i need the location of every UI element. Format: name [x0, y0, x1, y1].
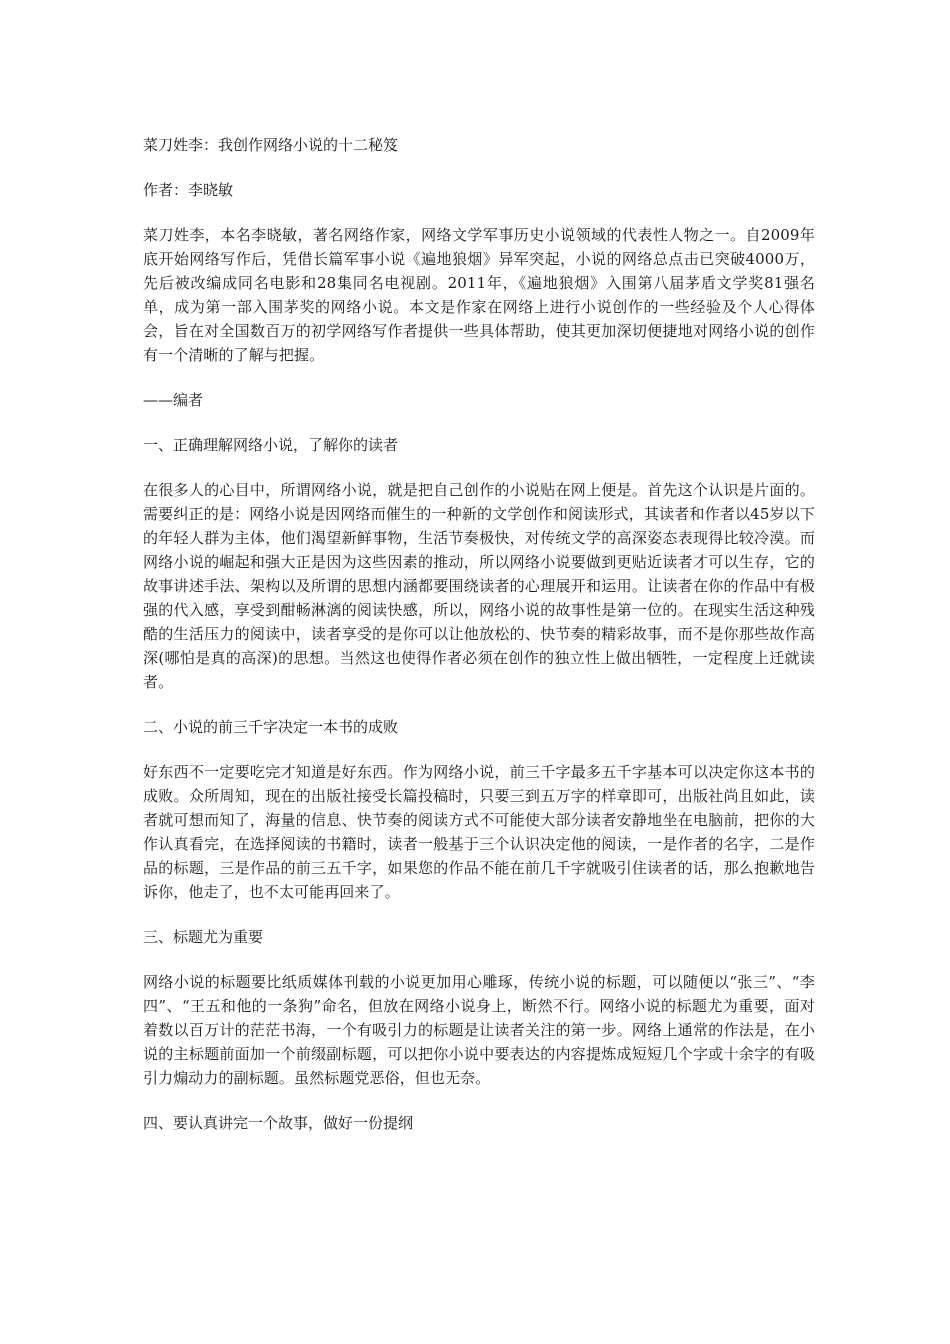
editor-note: ——编者 [143, 391, 204, 409]
section-heading-3: 三、标题尤为重要 [143, 928, 264, 946]
intro-paragraph: 菜刀姓李，本名李晓敏，著名网络作家，网络文学军事历史小说领域的代表性人物之一。自2009年底开始网络写作后，凭借长篇军事小说《遍地狼烟》异军突起，小说的网络总点击已突破4000万，先后被改编成同名电影和28集同名电视剧。2011年，《遍地狼烟》入围第八届茅盾文学奖81强名单，成为第一部入围茅奖的网络小说。本文是作家在网络上进行小说创作的一些经验及个人心得体会，旨在对全国数百万的初学网络写作者提供一些具体帮助，使其更加深切便捷地对网络小说的创作有一个清晰的了解与把握。 [143, 226, 815, 364]
section-heading-1: 一、正确理解网络小说，了解你的读者 [143, 436, 399, 454]
section-heading-4: 四、要认真讲完一个故事，做好一份提纲 [143, 1114, 414, 1132]
document-page [143, 133, 815, 1156]
author-line: 作者：李晓敏 [143, 181, 234, 199]
section-body-1: 在很多人的心目中，所谓网络小说，就是把自己创作的小说贴在网上便是。首先这个认识是片面的。需要纠正的是：网络小说是因网络而催生的一种新的文学创作和阅读形式，其读者和作者以45岁以下的年轻人群为主体，他们渴望新鲜事物，生活节奏极快，对传统文学的高深姿态表现得比较冷漠。而网络小说的崛起和强大正是因为这些因素的推动，所以网络小说要做到更贴近读者才可以生存，它的故事讲述手法、架构以及所谓的思想内涵都要围绕读者的心理展开和运用。让读者在你的作品中有极强的代入感，享受到酣畅淋漓的阅读快感，所以，网络小说的故事性是第一位的。在现实生活这种残酷的生活压力的阅读中，读者享受的是你可以让他放松的、快节奏的精彩故事，而不是你那些故作高深(哪怕是真的高深)的思想。当然这也使得作者必须在创作的独立性上做出牺牲，一定程度上迁就读者。 [143, 481, 815, 691]
section-body-3: 网络小说的标题要比纸质媒体刊载的小说更加用心雕琢，传统小说的标题，可以随便以“张三”、“李四”、“王五和他的一条狗”命名，但放在网络小说身上，断然不行。网络小说的标题尤为重要，面对着数以百万计的茫茫书海，一个有吸引力的标题是让读者关注的第一步。网络上通常的作法是，在小说的主标题前面加一个前缀副标题，可以把你小说中要表达的内容提炼成短短几个字或十余字的有吸引力煽动力的副标题。虽然标题党恶俗，但也无奈。 [143, 973, 815, 1087]
section-body-2: 好东西不一定要吃完才知道是好东西。作为网络小说，前三千字最多五千字基本可以决定你这本书的成败。众所周知，现在的出版社接受长篇投稿时，只要三到五万字的样章即可，出版社尚且如此，读者就可想而知了，海量的信息、快节奏的阅读方式不可能使大部分读者安静地坐在电脑前，把你的大作认真看完，在选择阅读的书籍时，读者一般基于三个认识决定他的阅读，一是作者的名字，二是作品的标题，三是作品的前三五千字，如果您的作品不能在前几千字就吸引住读者的话，那么抱歉地告诉你，他走了，也不太可能再回来了。 [143, 763, 815, 901]
section-heading-2: 二、小说的前三千字决定一本书的成败 [143, 718, 399, 736]
document-title: 菜刀姓李：我创作网络小说的十二秘笈 [143, 136, 399, 154]
